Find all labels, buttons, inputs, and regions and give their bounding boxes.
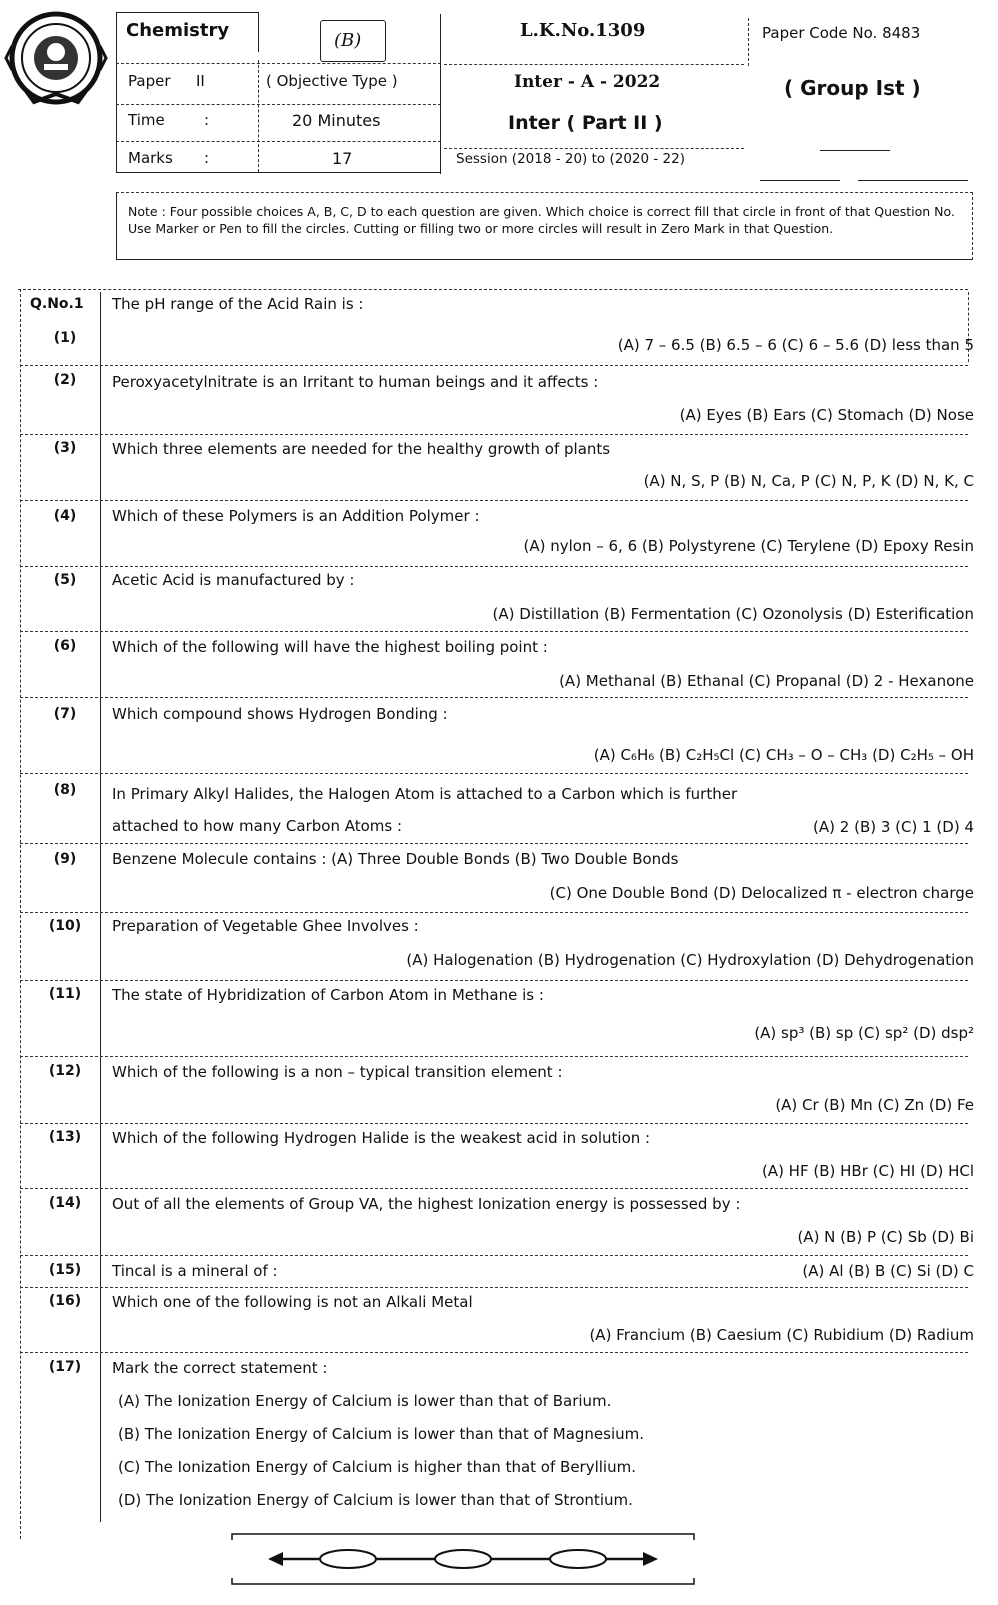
subject: Chemistry xyxy=(126,20,230,41)
question-text: Which three elements are needed for the healthy growth of plants xyxy=(112,440,611,458)
question-options: (A) Francium (B) Caesium (C) Rubidium (D) Radium xyxy=(589,1326,974,1344)
question-number: (17) xyxy=(48,1359,82,1375)
question-number: (9) xyxy=(53,851,77,867)
question-text-continued: attached to how many Carbon Atoms : xyxy=(112,817,403,835)
marks-label: Marks xyxy=(128,149,173,167)
exam-name: Inter - A - 2022 xyxy=(514,72,661,92)
question-number: (12) xyxy=(48,1063,82,1079)
question-number: (15) xyxy=(48,1262,82,1278)
question-options: (A) sp³ (B) sp (C) sp² (D) dsp² xyxy=(754,1024,974,1042)
question-text: Which of the following is a non – typical transition element : xyxy=(112,1063,563,1081)
marks-value: 17 xyxy=(332,149,353,168)
question-number: (11) xyxy=(48,986,82,1002)
question-options: (A) Eyes (B) Ears (C) Stomach (D) Nose xyxy=(679,406,974,424)
question-options: (A) Halogenation (B) Hydrogenation (C) Hydroxylation (D) Dehydrogenation xyxy=(406,951,974,969)
question-number: (10) xyxy=(48,918,82,934)
question-text: Which compound shows Hydrogen Bonding : xyxy=(112,705,448,723)
question-text: Out of all the elements of Group VA, the highest Ionization energy is possessed by : xyxy=(112,1195,741,1213)
question-text: In Primary Alkyl Halides, the Halogen Atom is attached to a Carbon which is further xyxy=(112,785,738,803)
question-options: (A) C₆H₆ (B) C₂H₅Cl (C) CH₃ – O – CH₃ (D) C₂H₅ – OH xyxy=(593,746,974,764)
note-text: Note : Four possible choices A, B, C, D to each question are given. Which choice is correct fill that circle in front of that Question No. Use Marker or Pen to fill the circles. Cutting or filling two or more circles will result in Zero Mark in that Question. xyxy=(128,204,955,236)
question-number: (16) xyxy=(48,1293,82,1309)
question-options: (A) nylon – 6, 6 (B) Polystyrene (C) Terylene (D) Epoxy Resin xyxy=(523,537,974,555)
section-label: Q.No.1 xyxy=(30,296,84,312)
question-options: (A) Cr (B) Mn (C) Zn (D) Fe xyxy=(775,1096,974,1114)
question-number: (7) xyxy=(53,706,77,722)
question-options: (A) Distillation (B) Fermentation (C) Ozonolysis (D) Esterification xyxy=(492,605,974,623)
question-number: (1) xyxy=(53,330,77,346)
question-text: Mark the correct statement : xyxy=(112,1359,328,1377)
paper-code: Paper Code No. 8483 xyxy=(762,24,921,42)
question-number: (13) xyxy=(48,1129,82,1145)
time-value: 20 Minutes xyxy=(292,111,381,130)
question-number: (14) xyxy=(48,1195,82,1211)
question-number: (6) xyxy=(53,638,77,654)
session: Session (2018 - 20) to (2020 - 22) xyxy=(456,151,685,167)
time-colon: : xyxy=(204,111,210,129)
question-options: (C) One Double Bond (D) Delocalized π - electron charge xyxy=(549,884,974,902)
choice-a: (A) The Ionization Energy of Calcium is lower than that of Barium. xyxy=(118,1392,612,1410)
end-ornament xyxy=(228,1530,698,1588)
question-number: (3) xyxy=(53,440,77,456)
paper-type: ( Objective Type ) xyxy=(266,72,398,90)
question-text: Which of the following will have the highest boiling point : xyxy=(112,638,548,656)
time-label: Time xyxy=(128,111,165,129)
question-text: The pH range of the Acid Rain is : xyxy=(112,295,364,313)
choice-b: (B) The Ionization Energy of Calcium is lower than that of Magnesium. xyxy=(118,1425,645,1443)
question-text: Which of the following Hydrogen Halide is the weakest acid in solution : xyxy=(112,1129,651,1147)
question-text: Peroxyacetylnitrate is an Irritant to human beings and it affects : xyxy=(112,373,599,391)
question-options: (A) Methanal (B) Ethanal (C) Propanal (D) 2 - Hexanone xyxy=(559,672,974,690)
group: ( Group Ist ) xyxy=(784,76,921,100)
question-number: (4) xyxy=(53,508,77,524)
paper-label: Paper xyxy=(128,72,171,90)
question-options: (A) 7 – 6.5 (B) 6.5 – 6 (C) 6 – 5.6 (D) less than 5 xyxy=(617,336,974,354)
paper-value: II xyxy=(196,72,205,90)
version: (B) xyxy=(334,30,362,51)
question-text: Acetic Acid is manufactured by : xyxy=(112,571,355,589)
question-text: Which of these Polymers is an Addition Polymer : xyxy=(112,507,480,525)
question-options: (A) N, S, P (B) N, Ca, P (C) N, P, K (D) N, K, C xyxy=(643,472,974,490)
choice-d: (D) The Ionization Energy of Calcium is lower than that of Strontium. xyxy=(118,1491,633,1509)
marks-colon: : xyxy=(204,149,210,167)
question-text: Tincal is a mineral of : xyxy=(112,1262,278,1280)
class-part: Inter ( Part II ) xyxy=(508,112,663,134)
question-text: Benzene Molecule contains : (A) Three Double Bonds (B) Two Double Bonds xyxy=(112,850,679,868)
question-options: (A) 2 (B) 3 (C) 1 (D) 4 xyxy=(813,818,974,836)
question-text: Preparation of Vegetable Ghee Involves : xyxy=(112,917,419,935)
question-number: (2) xyxy=(53,372,77,388)
question-text: Which one of the following is not an Alkali Metal xyxy=(112,1293,473,1311)
question-text: The state of Hybridization of Carbon Atom in Methane is : xyxy=(112,986,544,1004)
question-options: (A) N (B) P (C) Sb (D) Bi xyxy=(797,1228,974,1246)
lk-number: L.K.No.1309 xyxy=(520,20,646,41)
board-seal-logo xyxy=(4,6,108,116)
question-options: (A) HF (B) HBr (C) HI (D) HCl xyxy=(761,1162,974,1180)
question-options: (A) Al (B) B (C) Si (D) C xyxy=(802,1262,974,1280)
question-number: (5) xyxy=(53,572,77,588)
question-number: (8) xyxy=(53,782,77,798)
choice-c: (C) The Ionization Energy of Calcium is higher than that of Beryllium. xyxy=(118,1458,636,1476)
